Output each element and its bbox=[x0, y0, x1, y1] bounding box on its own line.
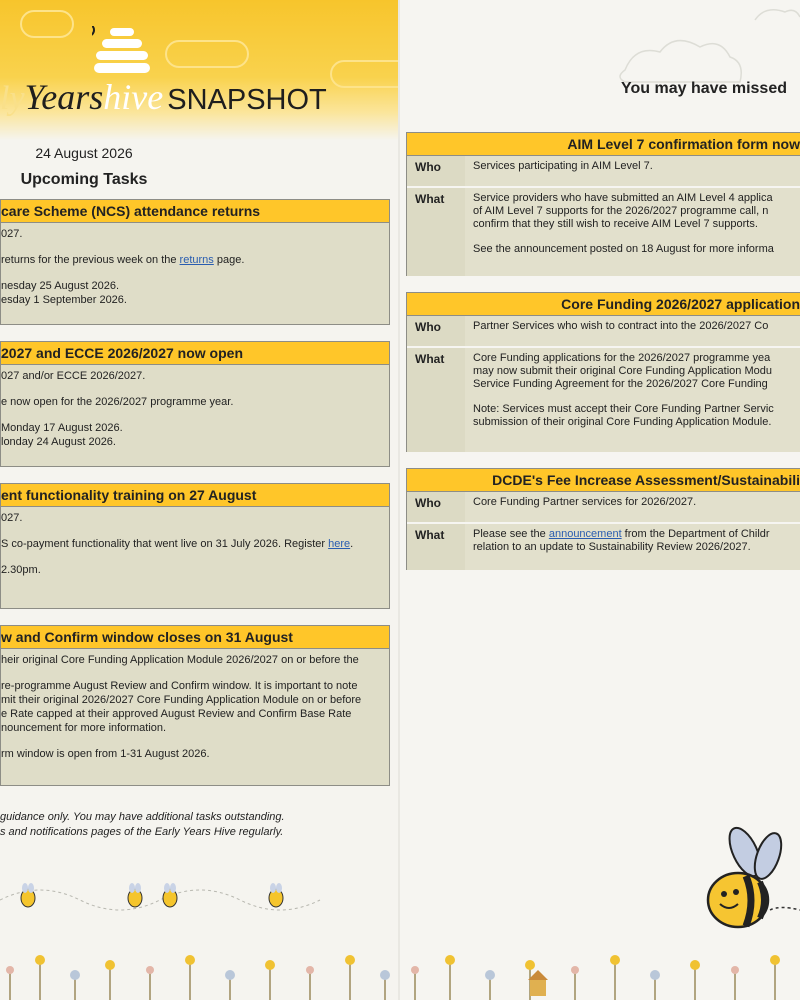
task-line: 027 and/or ECCE 2026/2027. bbox=[1, 370, 146, 382]
brand-logo bbox=[0, 76, 327, 122]
announcement-link[interactable]: announcement bbox=[548, 528, 622, 540]
register-here-link[interactable]: here bbox=[328, 538, 351, 550]
cloud-decoration bbox=[330, 60, 400, 88]
task-line: heir original Core Funding Application Module 2026/2027 on or before the bbox=[1, 654, 359, 666]
task-line: rm window is open from 1-31 August 2026. bbox=[1, 748, 210, 760]
bee-mascot-icon bbox=[700, 820, 800, 930]
task-card-training bbox=[0, 483, 390, 609]
what-line: Please see the announcement from the Department of Childr bbox=[473, 528, 770, 540]
who-label: Who bbox=[407, 316, 465, 346]
what-line: submission of their original Core Funding Application Module. bbox=[473, 416, 772, 428]
task-card-review-confirm bbox=[0, 625, 390, 786]
what-line: of AIM Level 7 supports for the 2026/2027 programme call, n bbox=[473, 205, 769, 217]
task-card-ecce bbox=[0, 341, 390, 467]
task-title: care Scheme (NCS) attendance returns bbox=[1, 200, 389, 223]
who-value: Partner Services who wish to contract into the 2026/2027 Co bbox=[473, 320, 769, 332]
what-line: confirm that they still wish to receive AIM Level 7 supports. bbox=[473, 218, 758, 230]
who-label: Who bbox=[407, 492, 465, 522]
bees-decoration bbox=[0, 870, 400, 920]
who-label: Who bbox=[407, 156, 465, 186]
bee-icon bbox=[128, 883, 142, 907]
task-line: Monday 17 August 2026. bbox=[1, 422, 123, 434]
task-line: esday 1 September 2026. bbox=[1, 294, 127, 306]
header-banner bbox=[0, 0, 400, 140]
task-line: e now open for the 2026/2027 programme year. bbox=[1, 396, 234, 408]
logo-fragment: ly bbox=[0, 80, 25, 117]
upcoming-tasks-heading: Upcoming Tasks bbox=[20, 171, 148, 188]
what-label: What bbox=[407, 348, 465, 452]
task-line: e Rate capped at their approved August Review and Confirm Base Rate bbox=[1, 708, 352, 720]
returns-link[interactable]: returns bbox=[179, 254, 214, 266]
notice-aim-level-7 bbox=[406, 132, 800, 276]
what-line: may now submit their original Core Funding Application Modu bbox=[473, 365, 772, 377]
footer-note: guidance only. You may have additional tasks outstanding. s and notifications pages of the Early Years Hive regularly. bbox=[0, 811, 285, 838]
task-line: mit their original 2026/2027 Core Funding Application Module on or before bbox=[1, 694, 362, 706]
notice-title: DCDE's Fee Increase Assessment/Sustainabili bbox=[407, 469, 800, 492]
what-line: Service Funding Agreement for the 2026/2027 Core Funding bbox=[473, 378, 768, 390]
what-line: Core Funding applications for the 2026/2027 programme yea bbox=[473, 352, 771, 364]
task-title: w and Confirm window closes on 31 August bbox=[1, 626, 389, 649]
cloud-decoration bbox=[165, 40, 249, 68]
notice-dcde-fee-increase bbox=[406, 468, 800, 570]
logo-hive: hive bbox=[103, 77, 164, 117]
cloud-outline-decoration bbox=[400, 0, 800, 130]
you-may-have-missed-heading: You may have missed bbox=[621, 80, 787, 97]
what-line: Service providers who have submitted an AIM Level 4 applica bbox=[473, 192, 773, 204]
what-line: See the announcement posted on 18 August for more informa bbox=[473, 243, 774, 255]
notice-core-funding bbox=[406, 292, 800, 452]
what-label: What bbox=[407, 524, 465, 570]
beehive-icon bbox=[92, 26, 152, 80]
notice-title: Core Funding 2026/2027 application bbox=[407, 293, 800, 316]
task-card-ncs bbox=[0, 199, 390, 325]
issue-date: 24 August 2026 bbox=[35, 145, 133, 161]
task-line: 027. bbox=[1, 512, 23, 524]
task-title: 2027 and ECCE 2026/2027 now open bbox=[1, 342, 389, 365]
who-value: Services participating in AIM Level 7. bbox=[473, 160, 653, 172]
logo-years: Years bbox=[24, 77, 104, 117]
what-label: What bbox=[407, 188, 465, 276]
task-line: S co-payment functionality that went live on 31 July 2026. Register here. bbox=[1, 538, 354, 550]
task-line: re-programme August Review and Confirm window. It is important to note bbox=[1, 680, 358, 692]
flower-border-decoration bbox=[400, 930, 800, 1000]
notice-title: AIM Level 7 confirmation form now bbox=[407, 133, 800, 156]
cloud-decoration bbox=[20, 10, 74, 38]
task-line: londay 24 August 2026. bbox=[1, 436, 116, 448]
bee-icon bbox=[163, 883, 177, 907]
logo-snapshot: SNAPSHOT bbox=[167, 84, 327, 116]
who-value: Core Funding Partner services for 2026/2027. bbox=[473, 496, 697, 508]
task-line: 027. bbox=[1, 228, 23, 240]
task-line: nouncement for more information. bbox=[1, 722, 167, 734]
bee-icon bbox=[21, 883, 35, 907]
task-line: 2.30pm. bbox=[1, 564, 41, 576]
task-title: ent functionality training on 27 August bbox=[1, 484, 389, 507]
task-line: returns for the previous week on the returns page. bbox=[1, 254, 245, 266]
what-line: relation to an update to Sustainability Review 2026/2027. bbox=[473, 541, 751, 553]
what-line: Note: Services must accept their Core Funding Partner Servic bbox=[473, 403, 774, 415]
bee-icon bbox=[269, 883, 283, 907]
flower-border-decoration bbox=[0, 930, 400, 1000]
task-line: nesday 25 August 2026. bbox=[1, 280, 120, 292]
